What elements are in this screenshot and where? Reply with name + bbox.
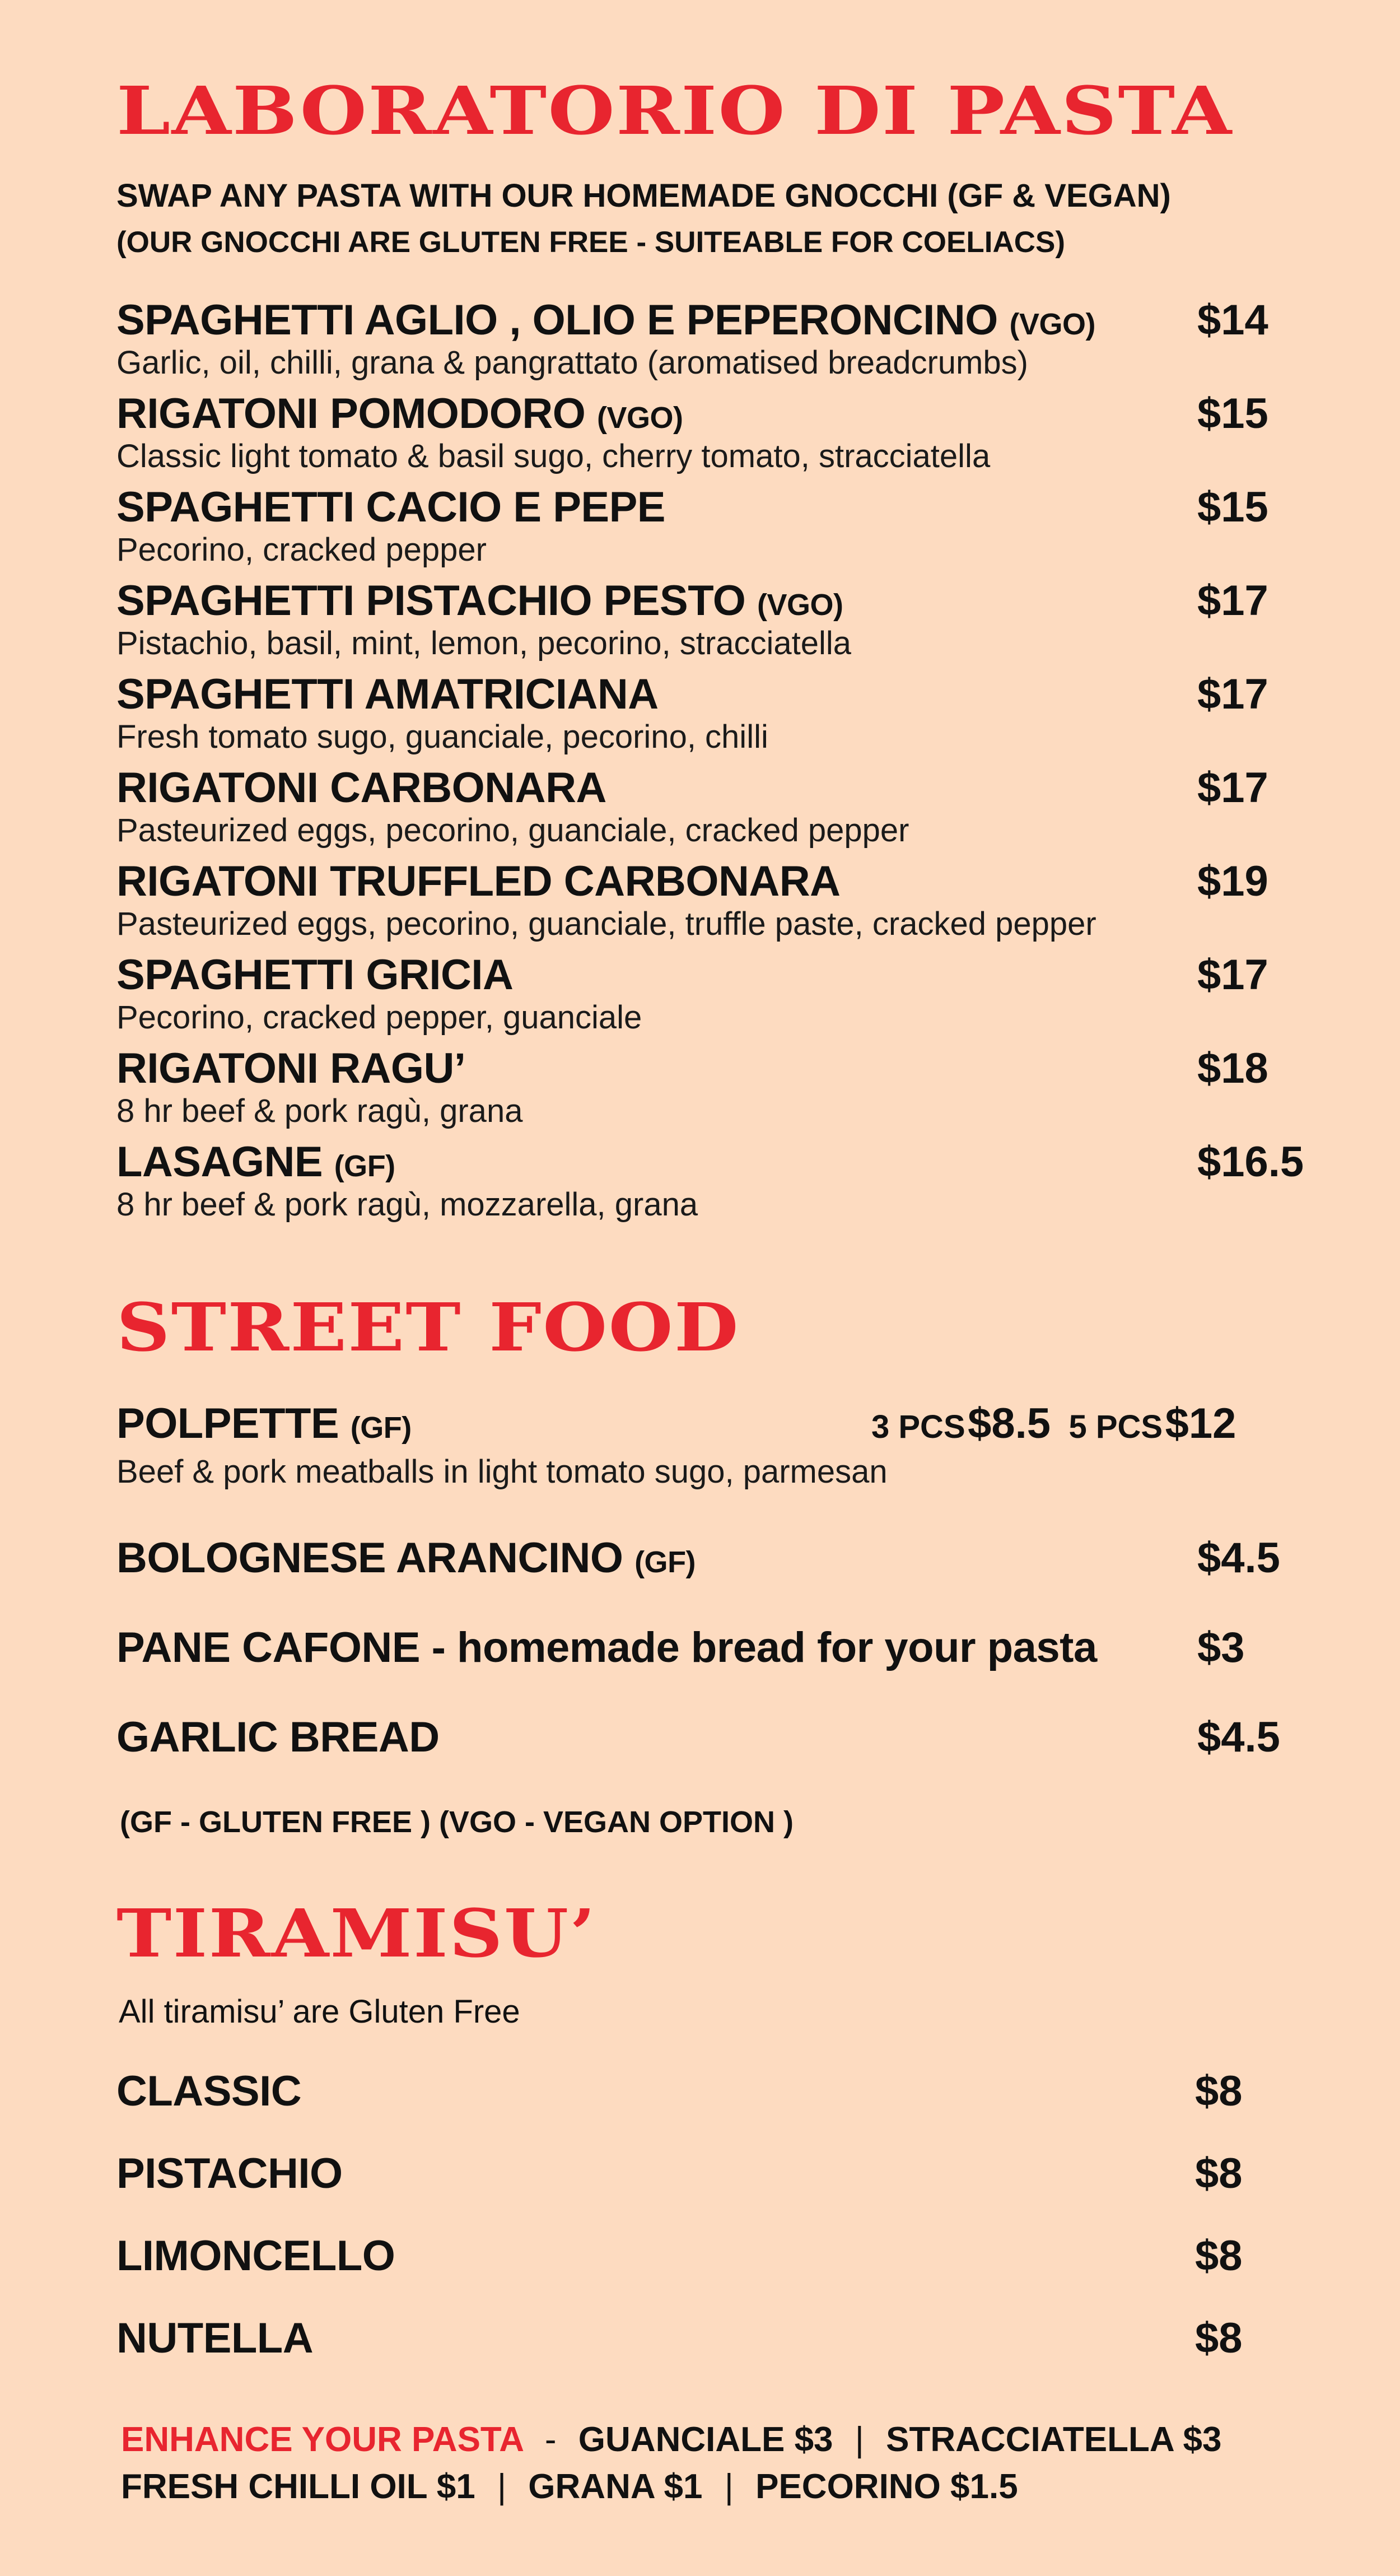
menu-item — [116, 576, 1304, 672]
menu-item — [116, 483, 1304, 578]
item-price: $8 — [1195, 2232, 1243, 2280]
item-price: $8 — [1195, 2150, 1243, 2197]
menu-item — [116, 1534, 1304, 1584]
item-name: CLASSIC — [116, 2067, 302, 2115]
item-tag: (VGO) — [597, 401, 683, 435]
menu-item — [116, 1713, 1304, 1763]
enhance-line-2 — [121, 2467, 1018, 2507]
tiramisu-gluten-note: All tiramisu’ are Gluten Free — [119, 1993, 520, 2030]
item-name: PISTACHIO — [116, 2150, 343, 2197]
addon-guanciale: GUANCIALE $3 — [578, 2420, 833, 2459]
menu-item — [116, 857, 1304, 952]
item-price: $17 — [1197, 577, 1268, 625]
portion-prices — [871, 1399, 1236, 1448]
gnocchi-gluten-note: (OUR GNOCCHI ARE GLUTEN FREE - SUITEABLE FOR COELIACS) — [116, 226, 1066, 259]
item-price: $17 — [1197, 951, 1268, 999]
item-tag: (VGO) — [757, 588, 843, 622]
item-name: NUTELLA — [116, 2314, 314, 2362]
menu-item — [116, 2314, 1304, 2364]
item-description: 8 hr beef & pork ragù, grana — [116, 1093, 523, 1129]
portion-price: $8.5 — [968, 1400, 1051, 1447]
menu-item-polpette — [116, 1399, 1304, 1494]
item-name: SPAGHETTI PISTACHIO PESTO (VGO) — [116, 577, 843, 625]
item-description: Pistachio, basil, mint, lemon, pecorino, stracciatella — [116, 625, 852, 662]
divider: | — [724, 2467, 734, 2506]
addon-stracciatella: STRACCIATELLA $3 — [886, 2420, 1222, 2459]
item-name: RIGATONI CARBONARA — [116, 764, 606, 812]
portion-qty: 5 PCS — [1068, 1409, 1163, 1445]
street-food-section-title: STREET FOOD — [116, 1288, 740, 1366]
item-price: $8 — [1195, 2314, 1243, 2362]
item-price: $4.5 — [1197, 1534, 1280, 1582]
item-tag: (GF) — [634, 1545, 696, 1579]
item-name: SPAGHETTI AGLIO , OLIO E PEPERONCINO (VGO) — [116, 296, 1096, 344]
item-price: $17 — [1197, 670, 1268, 718]
item-description: Pasteurized eggs, pecorino, guanciale, cracked pepper — [116, 812, 909, 849]
menu-item — [116, 763, 1304, 859]
item-price: $15 — [1197, 390, 1268, 437]
enhance-label: ENHANCE YOUR PASTA — [121, 2420, 523, 2459]
item-name: POLPETTE (GF) — [116, 1400, 412, 1447]
item-description: 8 hr beef & pork ragù, mozzarella, grana — [116, 1186, 698, 1223]
enhance-line-1 — [121, 2420, 1221, 2459]
item-price: $15 — [1197, 483, 1268, 531]
gnocchi-swap-note: SWAP ANY PASTA WITH OUR HOMEMADE GNOCCHI (GF & VEGAN) — [116, 178, 1171, 214]
menu-item — [116, 1138, 1304, 1233]
tiramisu-section-title: TIRAMISU’ — [116, 1894, 597, 1972]
menu-item — [116, 1044, 1304, 1139]
addon-pecorino: PECORINO $1.5 — [755, 2467, 1018, 2506]
item-price: $18 — [1197, 1045, 1268, 1092]
pasta-section-title: LABORATORIO DI PASTA — [116, 72, 1233, 150]
item-price: $3 — [1197, 1624, 1245, 1671]
menu-item — [116, 2067, 1304, 2117]
item-description: Fresh tomato sugo, guanciale, pecorino, chilli — [116, 719, 768, 755]
item-price: $16.5 — [1197, 1138, 1304, 1186]
item-tag: (GF) — [334, 1149, 395, 1183]
menu-item — [116, 1623, 1304, 1674]
item-tag: (VGO) — [1009, 308, 1096, 341]
item-tag: (GF) — [350, 1411, 412, 1445]
portion-price: $12 — [1165, 1400, 1236, 1447]
item-price: $8 — [1195, 2067, 1243, 2115]
item-name: SPAGHETTI GRICIA — [116, 951, 514, 999]
portion-qty: 3 PCS — [871, 1409, 965, 1445]
item-description: Pecorino, cracked pepper, guanciale — [116, 999, 642, 1036]
item-name: GARLIC BREAD — [116, 1713, 440, 1761]
item-price: $19 — [1197, 858, 1268, 905]
menu-item — [116, 951, 1304, 1046]
menu-item — [116, 389, 1304, 485]
item-name: SPAGHETTI AMATRICIANA — [116, 670, 659, 718]
menu-item — [116, 2232, 1304, 2282]
item-name: LIMONCELLO — [116, 2232, 395, 2280]
addon-grana: GRANA $1 — [528, 2467, 703, 2506]
addon-chilli-oil: FRESH CHILLI OIL $1 — [121, 2467, 475, 2506]
menu-item — [116, 2149, 1304, 2200]
menu-item — [116, 670, 1304, 765]
item-description: Pecorino, cracked pepper — [116, 532, 487, 568]
divider: | — [497, 2467, 507, 2506]
item-price: $4.5 — [1197, 1713, 1280, 1761]
item-description: Pasteurized eggs, pecorino, guanciale, truffle paste, cracked pepper — [116, 906, 1096, 942]
item-name: PANE CAFONE - homemade bread for your pasta — [116, 1624, 1097, 1671]
enhance-dash: - — [544, 2420, 557, 2459]
item-price: $14 — [1197, 296, 1268, 344]
item-name: RIGATONI POMODORO (VGO) — [116, 390, 683, 437]
dietary-legend: (GF - GLUTEN FREE ) (VGO - VEGAN OPTION ) — [120, 1805, 794, 1839]
item-price: $17 — [1197, 764, 1268, 812]
item-name: SPAGHETTI CACIO E PEPE — [116, 483, 665, 531]
menu-item — [116, 296, 1304, 391]
item-description: Garlic, oil, chilli, grana & pangrattato (aromatised breadcrumbs) — [116, 344, 1028, 381]
item-description: Beef & pork meatballs in light tomato sugo, parmesan — [116, 1454, 888, 1490]
item-name: LASAGNE (GF) — [116, 1138, 395, 1186]
item-name: BOLOGNESE ARANCINO (GF) — [116, 1534, 696, 1582]
divider: | — [855, 2420, 864, 2459]
item-description: Classic light tomato & basil sugo, cherry tomato, stracciatella — [116, 438, 991, 474]
item-name: RIGATONI RAGU’ — [116, 1045, 466, 1092]
item-name: RIGATONI TRUFFLED CARBONARA — [116, 858, 841, 905]
